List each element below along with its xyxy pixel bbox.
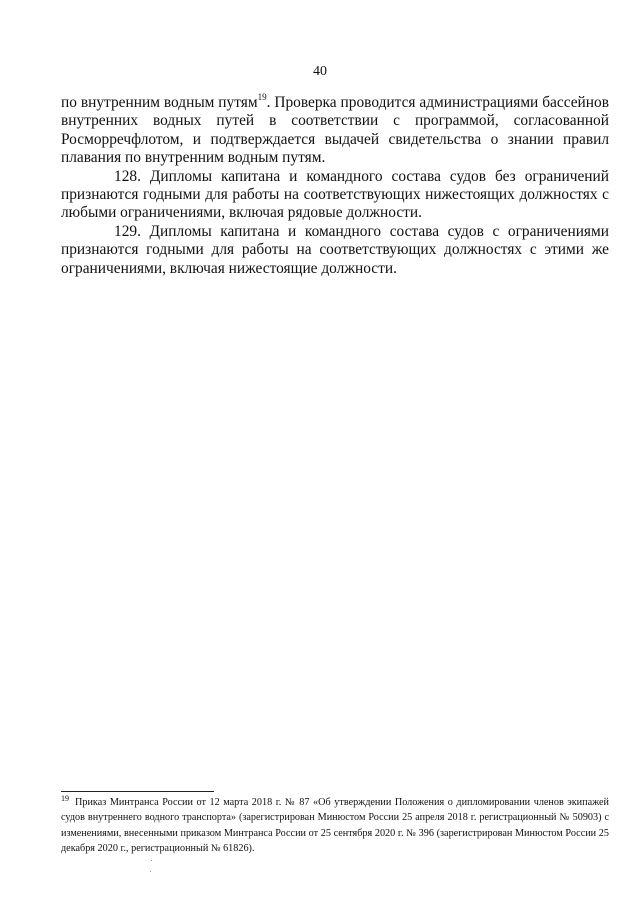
footnote: [61, 795, 609, 856]
paragraph-continuation: [61, 91, 609, 168]
paragraph-text: по внутренним водным путям: [61, 94, 258, 111]
footnote-reference: 19: [257, 91, 267, 102]
paragraph-128: 128. Дипломы капитана и командного состава судов без ограничений признаются годными для работы на соответствующих нижестоящих должностях с любыми ограничениями, включая рядовые должности.: [61, 167, 609, 222]
footnote-marker: 19: [61, 793, 69, 803]
paragraph-129: 129. Дипломы капитана и командного состава судов с ограничениями признаются годными для работы на соответствующих должностях с этими же ограничениями, включая нижестоящие должности.: [61, 222, 609, 277]
page-number: 40: [313, 64, 327, 79]
scan-speck: [150, 871, 151, 872]
main-text: [61, 91, 609, 278]
footnote-text: Приказ Минтранса России от 12 марта 2018 г. № 87 «Об утверждении Положения о дипломировании членов экипажей судов внутреннего водного транспорта» (зарегистрирован Минюстом России 25 апреля 2018 г. регистрационный № 50903) с изменениями, внесенными приказом Минтранса России от 25 сентября 2020 г. № 396 (зарегистрирован Минюстом России 25 декабря 2020 г., регистрационный № 61826).: [61, 797, 609, 854]
paragraph-text: . Проверка проводится администрациями бассейнов внутренних водных путей в соответствии с программой, согласованной Росморречфлотом, и подтверждается выдачей свидетельства о знании правил плавания по внутренним водным путям.: [61, 94, 609, 167]
scan-speck: [151, 860, 152, 861]
footnote-separator: [61, 791, 214, 792]
